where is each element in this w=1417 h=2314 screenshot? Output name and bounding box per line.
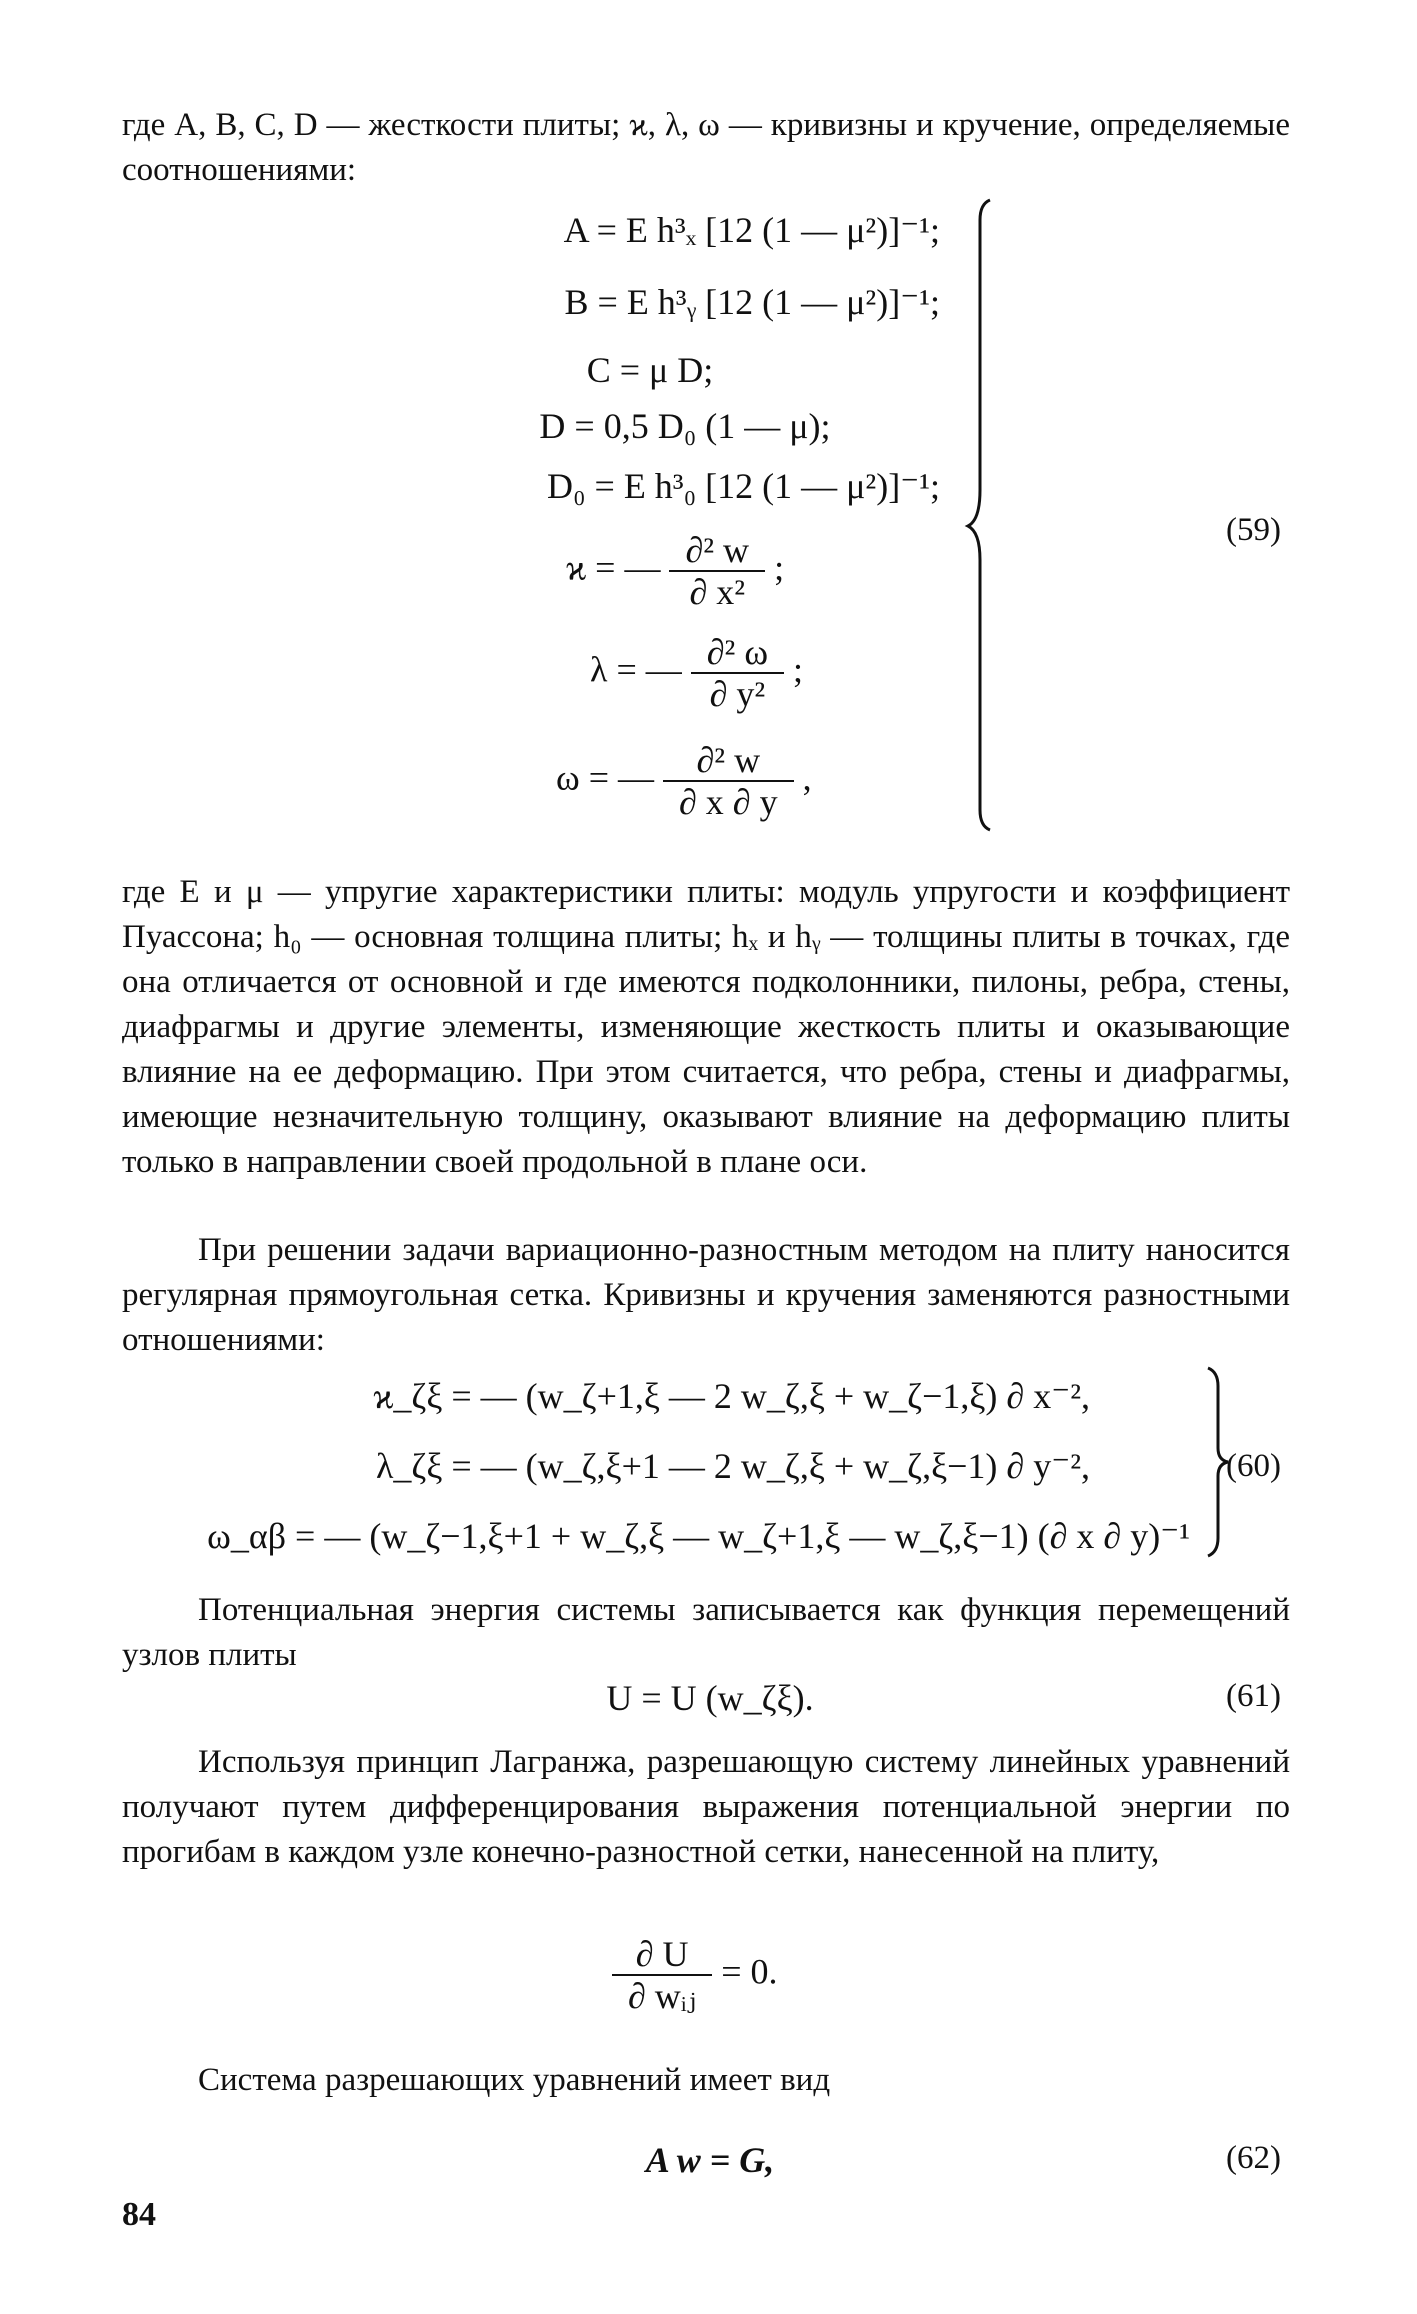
- eq59-kappa-lhs: ϰ = —: [566, 547, 661, 588]
- intro-paragraph: где A, B, C, D — жесткости плиты; ϰ, λ, ω — кривизны и кручение, определяемые соотношениями:: [122, 107, 1290, 188]
- eq60-number: (60): [1226, 1448, 1281, 1484]
- eq59-line-a: A = E h³ₓ [12 (1 — μ²)]⁻¹;: [563, 210, 940, 250]
- eq60-line-lambda: λ_ζξ = — (w_ζ,ξ+1 — 2 w_ζ,ξ + w_ζ,ξ−1) ∂ y⁻²,: [375, 1446, 1090, 1486]
- eq59-kappa-fraction: [669, 530, 765, 612]
- eq59-lambda: [590, 632, 803, 714]
- eq59-kappa-end: ;: [774, 547, 785, 588]
- eq60-line-omega: ω_αβ = — (w_ζ−1,ξ+1 + w_ζ,ξ — w_ζ+1,ξ — w_ζ,ξ−1) (∂ x ∂ y)⁻¹: [207, 1516, 1190, 1556]
- eq59-kappa-numerator: ∂² w: [685, 530, 750, 570]
- eq-derivative-rhs: = 0.: [721, 1951, 778, 1992]
- eq59-kappa: [566, 530, 784, 612]
- eq62-number: (62): [1226, 2140, 1281, 2176]
- eq-derivative-numerator: ∂ U: [635, 1934, 689, 1974]
- page-number: 84: [122, 2196, 156, 2233]
- eq59-lambda-lhs: λ = —: [590, 649, 682, 690]
- eq-derivative: [612, 1934, 778, 2016]
- paragraph-grid: При решении задачи вариационно-разностным методом на плиту наносится регулярная прямоугольная сетка. Кривизны и кручения заменяются разностными отношениями:: [122, 1232, 1290, 1358]
- eq59-line-b: B = E h³ᵧ [12 (1 — μ²)]⁻¹;: [564, 282, 940, 322]
- eq59-kappa-denominator: ∂ x²: [669, 570, 765, 612]
- paragraph-energy: Потенциальная энергия системы записывается как функция перемещений узлов плиты: [122, 1592, 1290, 1673]
- paragraph-system: Система разрешающих уравнений имеет вид: [198, 2062, 831, 2098]
- eq59-omega-denominator: ∂ x ∂ y: [663, 780, 794, 822]
- eq62: A w = G,: [645, 2140, 775, 2180]
- eq59-line-d0: D₀ = E h³₀ [12 (1 — μ²)]⁻¹;: [546, 466, 940, 506]
- eq59-number: (59): [1226, 512, 1281, 548]
- eq59-lambda-fraction: [691, 632, 784, 714]
- eq59-lambda-denominator: ∂ y²: [691, 672, 784, 714]
- eq59-omega-end: ,: [802, 757, 812, 798]
- eq-derivative-denominator: ∂ wᵢⱼ: [612, 1974, 712, 2016]
- eq59-omega-lhs: ω = —: [556, 757, 654, 798]
- eq59-brace-icon: [960, 190, 1020, 840]
- eq59-omega-numerator: ∂² w: [696, 740, 761, 780]
- eq59-omega-fraction: [663, 740, 794, 822]
- eq59-lambda-numerator: ∂² ω: [706, 632, 769, 672]
- paragraph-definitions: где E и μ — упругие характеристики плиты: модуль упругости и коэффициент Пуассона; h₀ — основная толщина плиты; hₓ и hᵧ — толщины плиты в точках, где она отличается от основной и где имеются подколонники, пилоны, ребра, стены, диафрагмы и другие элементы, изменяющие жесткость плиты и оказывающие влияние на ее деформацию. При этом считается, что ребра, стены и диафрагмы, имеющие незначительную толщину, оказывают влияние на деформацию плиты только в направлении своей продольной в плане оси.: [122, 874, 1290, 1180]
- eq59-lambda-end: ;: [793, 649, 804, 690]
- eq-derivative-fraction: [612, 1934, 712, 2016]
- eq59-omega: [556, 740, 812, 822]
- eq59-line-d: D = 0,5 D₀ (1 — μ);: [539, 406, 831, 446]
- eq61-number: (61): [1226, 1678, 1281, 1714]
- eq59-line-c: C = μ D;: [586, 350, 714, 390]
- paragraph-lagrange: Используя принцип Лагранжа, разрешающую систему линейных уравнений получают путем дифференцирования выражения потенциальной энергии по прогибам в каждом узле конечно-разностной сетки, нанесенной на плиту,: [122, 1744, 1290, 1870]
- eq60-line-kappa: ϰ_ζξ = — (w_ζ+1,ξ — 2 w_ζ,ξ + w_ζ−1,ξ) ∂ x⁻²,: [373, 1376, 1090, 1416]
- eq61: U = U (w_ζξ).: [606, 1678, 814, 1718]
